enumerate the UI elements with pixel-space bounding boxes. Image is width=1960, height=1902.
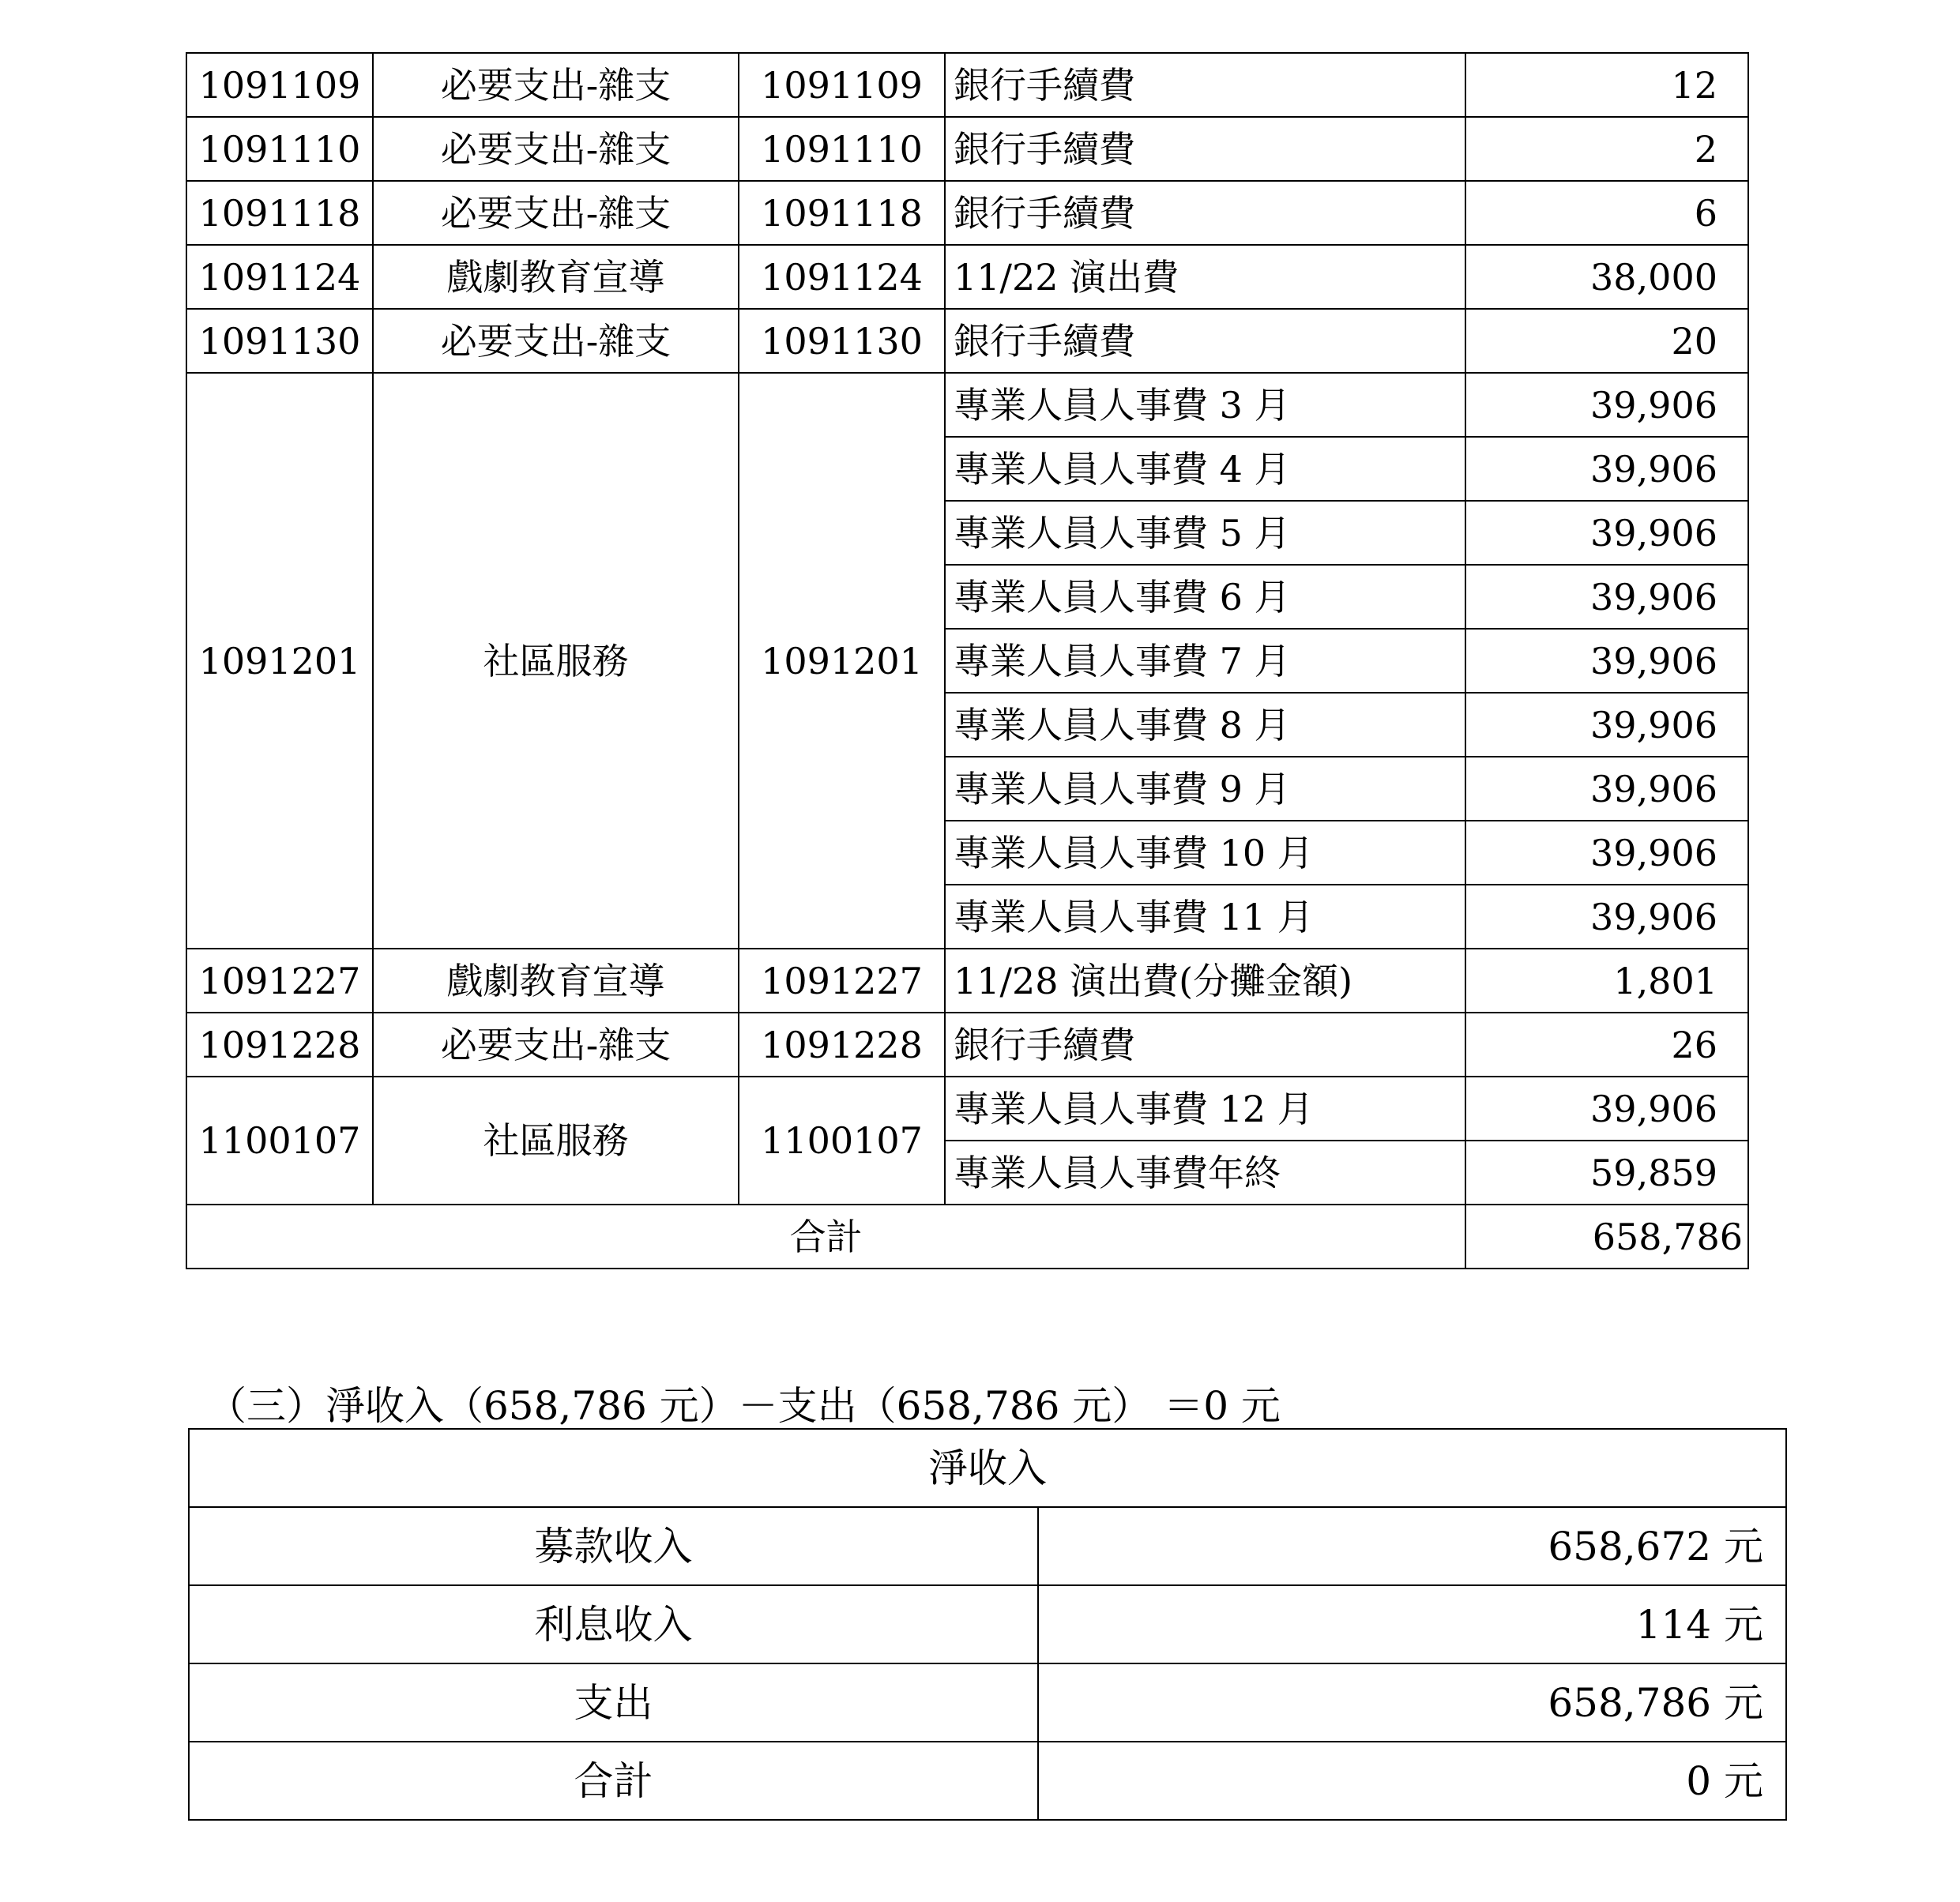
description-cell: 專業人員人事費 12 月	[945, 1077, 1465, 1141]
category-cell: 必要支出-雜支	[373, 1013, 739, 1077]
amount-cell: 26	[1465, 1013, 1748, 1077]
voucher-date-cell: 1091109	[739, 53, 945, 117]
summary-title-row	[189, 1429, 1786, 1507]
table-row	[186, 117, 1748, 181]
summary-table-body	[189, 1429, 1786, 1820]
description-cell: 銀行手續費	[945, 309, 1465, 373]
category-cell: 戲劇教育宣導	[373, 245, 739, 309]
amount-cell: 59,859	[1465, 1141, 1748, 1205]
entry-date-cell: 1091201	[186, 373, 373, 949]
description-cell: 專業人員人事費年終	[945, 1141, 1465, 1205]
expense-table-body	[186, 53, 1748, 1269]
amount-cell: 2	[1465, 117, 1748, 181]
voucher-date-cell: 1091118	[739, 181, 945, 245]
total-row	[186, 1205, 1748, 1269]
voucher-date-cell: 1091201	[739, 373, 945, 949]
category-cell: 戲劇教育宣導	[373, 949, 739, 1013]
description-cell: 專業人員人事費 11 月	[945, 885, 1465, 949]
description-cell: 專業人員人事費 10 月	[945, 821, 1465, 885]
expense-table	[186, 52, 1749, 1269]
entry-date-cell: 1091124	[186, 245, 373, 309]
entry-date-cell: 1091118	[186, 181, 373, 245]
summary-row	[189, 1507, 1786, 1585]
amount-cell: 39,906	[1465, 437, 1748, 501]
summary-label: 利息收入	[189, 1585, 1038, 1663]
voucher-date-cell: 1091227	[739, 949, 945, 1013]
description-cell: 專業人員人事費 8 月	[945, 693, 1465, 757]
description-cell: 11/22 演出費	[945, 245, 1465, 309]
entry-date-cell: 1091228	[186, 1013, 373, 1077]
table-row	[186, 373, 1748, 437]
summary-row	[189, 1663, 1786, 1742]
amount-cell: 39,906	[1465, 885, 1748, 949]
summary-row	[189, 1742, 1786, 1820]
summary-value: 0 元	[1038, 1742, 1786, 1820]
amount-cell: 39,906	[1465, 757, 1748, 821]
category-cell: 必要支出-雜支	[373, 309, 739, 373]
description-cell: 銀行手續費	[945, 117, 1465, 181]
description-cell: 銀行手續費	[945, 1013, 1465, 1077]
amount-cell: 39,906	[1465, 693, 1748, 757]
description-cell: 11/28 演出費(分攤金額)	[945, 949, 1465, 1013]
description-cell: 專業人員人事費 7 月	[945, 629, 1465, 693]
amount-cell: 39,906	[1465, 373, 1748, 437]
description-cell: 專業人員人事費 4 月	[945, 437, 1465, 501]
voucher-date-cell: 1091124	[739, 245, 945, 309]
amount-cell: 39,906	[1465, 821, 1748, 885]
table-row	[186, 1013, 1748, 1077]
amount-cell: 6	[1465, 181, 1748, 245]
description-cell: 銀行手續費	[945, 181, 1465, 245]
total-label: 合計	[186, 1205, 1465, 1269]
table-row	[186, 309, 1748, 373]
table-row	[186, 245, 1748, 309]
category-cell: 必要支出-雜支	[373, 117, 739, 181]
amount-cell: 20	[1465, 309, 1748, 373]
category-cell: 必要支出-雜支	[373, 53, 739, 117]
entry-date-cell: 1100107	[186, 1077, 373, 1205]
category-cell: 社區服務	[373, 373, 739, 949]
category-cell: 社區服務	[373, 1077, 739, 1205]
summary-label: 支出	[189, 1663, 1038, 1742]
amount-cell: 39,906	[1465, 629, 1748, 693]
table-row	[186, 1077, 1748, 1141]
description-cell: 專業人員人事費 9 月	[945, 757, 1465, 821]
summary-value: 658,786 元	[1038, 1663, 1786, 1742]
voucher-date-cell: 1100107	[739, 1077, 945, 1205]
summary-table	[188, 1428, 1787, 1821]
summary-value: 658,672 元	[1038, 1507, 1786, 1585]
amount-cell: 39,906	[1465, 501, 1748, 565]
amount-cell: 39,906	[1465, 1077, 1748, 1141]
voucher-date-cell: 1091130	[739, 309, 945, 373]
total-amount: 658,786	[1465, 1205, 1748, 1269]
amount-cell: 38,000	[1465, 245, 1748, 309]
summary-heading: （三）淨收入（658,786 元）－支出（658,786 元） ＝0 元	[207, 1383, 1281, 1429]
amount-cell: 39,906	[1465, 565, 1748, 629]
table-row	[186, 181, 1748, 245]
entry-date-cell: 1091130	[186, 309, 373, 373]
table-row	[186, 949, 1748, 1013]
amount-cell: 12	[1465, 53, 1748, 117]
entry-date-cell: 1091227	[186, 949, 373, 1013]
summary-row	[189, 1585, 1786, 1663]
description-cell: 銀行手續費	[945, 53, 1465, 117]
voucher-date-cell: 1091110	[739, 117, 945, 181]
entry-date-cell: 1091110	[186, 117, 373, 181]
description-cell: 專業人員人事費 6 月	[945, 565, 1465, 629]
amount-cell: 1,801	[1465, 949, 1748, 1013]
description-cell: 專業人員人事費 3 月	[945, 373, 1465, 437]
table-row	[186, 53, 1748, 117]
entry-date-cell: 1091109	[186, 53, 373, 117]
summary-title: 淨收入	[189, 1429, 1786, 1507]
category-cell: 必要支出-雜支	[373, 181, 739, 245]
summary-value: 114 元	[1038, 1585, 1786, 1663]
summary-label: 合計	[189, 1742, 1038, 1820]
description-cell: 專業人員人事費 5 月	[945, 501, 1465, 565]
voucher-date-cell: 1091228	[739, 1013, 945, 1077]
summary-label: 募款收入	[189, 1507, 1038, 1585]
